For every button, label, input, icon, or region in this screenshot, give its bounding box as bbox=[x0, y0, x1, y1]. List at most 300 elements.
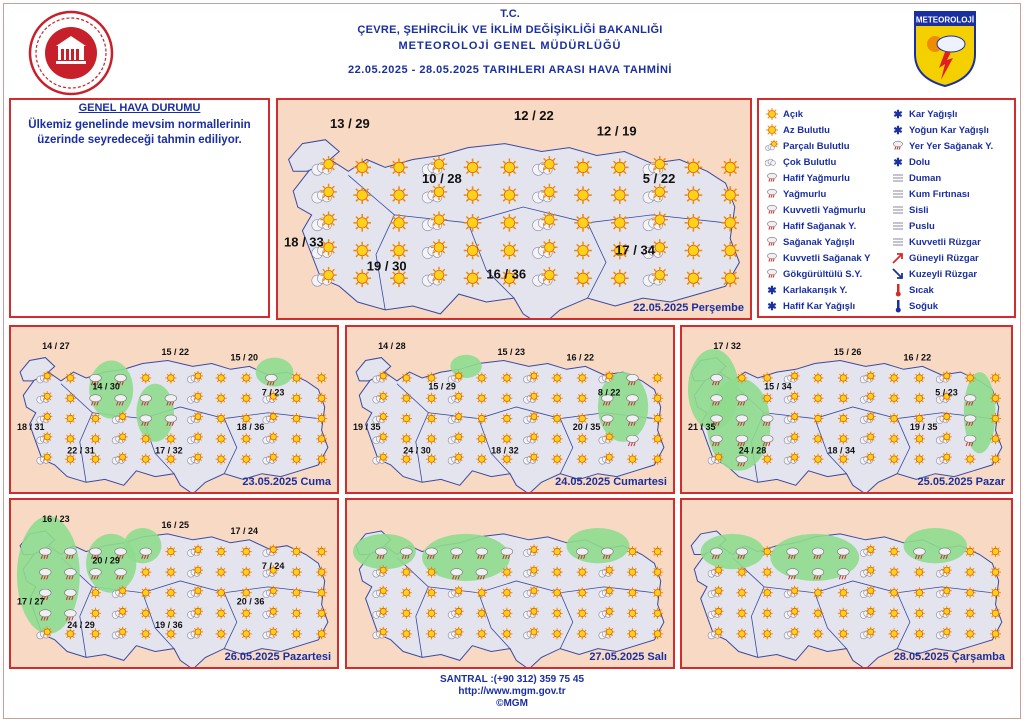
sun-icon bbox=[390, 186, 408, 204]
sun-icon bbox=[866, 391, 876, 401]
sun-icon bbox=[652, 211, 668, 227]
sun-icon bbox=[889, 587, 900, 598]
sun-icon bbox=[604, 565, 614, 575]
sun-icon bbox=[454, 452, 464, 462]
sun-icon bbox=[990, 567, 1001, 578]
sun-icon bbox=[426, 393, 437, 404]
legend-label: Sağanak Yağışlı bbox=[783, 236, 855, 248]
hail-icon bbox=[891, 155, 905, 169]
sun-icon bbox=[378, 411, 388, 421]
sun-icon bbox=[889, 628, 900, 639]
sun-icon bbox=[401, 587, 412, 598]
sun-icon bbox=[541, 156, 557, 172]
temperature-label: 15 / 22 bbox=[161, 346, 189, 357]
sun-icon bbox=[611, 269, 629, 287]
sun-icon bbox=[90, 413, 101, 424]
light-snow-icon bbox=[765, 299, 779, 313]
sun-icon bbox=[990, 393, 1001, 404]
sun-icon bbox=[378, 606, 388, 616]
map-date-label: 25.05.2025 Pazar bbox=[917, 476, 1005, 488]
hail-icon: ✱ bbox=[893, 157, 903, 169]
sun-icon bbox=[942, 432, 952, 442]
sun-icon bbox=[529, 371, 539, 381]
north-wind-icon bbox=[891, 267, 905, 281]
rain-area bbox=[422, 534, 510, 581]
shower-icon bbox=[767, 253, 776, 261]
legend-label: Kuvvetli Rüzgar bbox=[909, 236, 981, 248]
haze-icon bbox=[891, 219, 905, 233]
sun-icon bbox=[241, 454, 252, 465]
sun-icon bbox=[401, 567, 412, 578]
sandstorm-icon bbox=[891, 187, 905, 201]
sun-icon bbox=[713, 452, 723, 462]
sun-icon bbox=[268, 627, 278, 637]
sun-icon bbox=[118, 606, 128, 616]
sun-icon bbox=[320, 184, 336, 200]
temperature-label: 17 / 27 bbox=[17, 596, 45, 607]
sun-icon bbox=[965, 372, 976, 383]
sun-icon bbox=[268, 452, 278, 462]
sun-icon bbox=[241, 608, 252, 619]
sun-icon bbox=[291, 546, 302, 557]
sun-icon bbox=[316, 587, 327, 598]
sun-icon bbox=[165, 587, 176, 598]
sun-icon bbox=[838, 628, 849, 639]
map-date-label: 23.05.2025 Cuma bbox=[242, 476, 331, 488]
sun-icon bbox=[762, 393, 773, 404]
fog-icon bbox=[891, 203, 905, 217]
sun-icon bbox=[390, 159, 408, 177]
sun-icon bbox=[529, 627, 539, 637]
sun-icon bbox=[604, 371, 614, 381]
legend-label: Hafif Kar Yağışlı bbox=[783, 300, 856, 312]
sun-icon bbox=[501, 567, 512, 578]
legend-item bbox=[891, 138, 993, 154]
temperature-label: 22 / 31 bbox=[67, 445, 95, 456]
sun-icon bbox=[378, 391, 388, 401]
sun-icon bbox=[426, 628, 437, 639]
sun-icon bbox=[577, 433, 588, 444]
sun-icon bbox=[501, 587, 512, 598]
sun-icon bbox=[140, 567, 151, 578]
sun-icon bbox=[193, 565, 203, 575]
sun-icon bbox=[577, 567, 588, 578]
legend-label: Gökgürültülü S.Y. bbox=[783, 268, 863, 280]
legend-item bbox=[765, 154, 870, 170]
sun-icon bbox=[866, 452, 876, 462]
sun-icon bbox=[529, 606, 539, 616]
sun-icon bbox=[454, 391, 464, 401]
sun-icon bbox=[627, 567, 638, 578]
sun-icon bbox=[241, 546, 252, 557]
sun-icon bbox=[965, 608, 976, 619]
sun-icon bbox=[193, 452, 203, 462]
sun-icon bbox=[501, 242, 519, 260]
shower-icon bbox=[767, 189, 776, 197]
legend-item bbox=[891, 122, 993, 138]
sun-icon bbox=[990, 433, 1001, 444]
sun-icon bbox=[501, 393, 512, 404]
sun-icon bbox=[574, 214, 592, 232]
sun-icon bbox=[118, 627, 128, 637]
sun-icon bbox=[401, 393, 412, 404]
sun-icon bbox=[736, 372, 747, 383]
footer-url[interactable]: http://www.mgm.gov.tr bbox=[458, 686, 566, 697]
sun-icon bbox=[42, 391, 52, 401]
strong-wind-icon bbox=[891, 235, 905, 249]
sun-icon bbox=[65, 372, 76, 383]
temperature-label: 14 / 28 bbox=[378, 340, 406, 351]
legend-label: Duman bbox=[909, 172, 942, 184]
sun-icon bbox=[291, 393, 302, 404]
sun-icon bbox=[65, 413, 76, 424]
temperature-label: 21 / 35 bbox=[688, 422, 716, 433]
footer-copyright: ©MGM bbox=[496, 698, 528, 709]
forecast-map-day-5 bbox=[345, 498, 675, 669]
sun-icon bbox=[736, 567, 747, 578]
sun-icon bbox=[501, 433, 512, 444]
sun-icon bbox=[604, 606, 614, 616]
legend-item bbox=[765, 170, 870, 186]
legend-label: Yer Yer Sağanak Y. bbox=[909, 140, 994, 152]
temperature-label: 18 / 36 bbox=[236, 422, 265, 433]
sun-icon bbox=[401, 433, 412, 444]
temperature-label: 15 / 26 bbox=[833, 346, 862, 357]
sun-icon bbox=[268, 606, 278, 616]
sun-icon bbox=[713, 627, 723, 637]
sun-icon bbox=[990, 608, 1001, 619]
sun-icon bbox=[268, 432, 278, 442]
sun-icon bbox=[320, 156, 336, 172]
temperature-label: 18 / 34 bbox=[827, 445, 856, 456]
main-map-date: 22.05.2025 Perşembe bbox=[633, 302, 744, 314]
sun-icon bbox=[838, 372, 849, 383]
sleet-icon: ✱ bbox=[767, 285, 777, 297]
sun-icon bbox=[736, 608, 747, 619]
sun-icon bbox=[268, 411, 278, 421]
temperature-label: 12 / 19 bbox=[596, 123, 637, 139]
legend-label: Karlakarışık Y. bbox=[783, 284, 848, 296]
shower-icon bbox=[767, 205, 776, 213]
sun-icon bbox=[990, 546, 1001, 557]
sun-icon bbox=[721, 269, 739, 287]
footer-phone: SANTRAL :(+90 312) 359 75 45 bbox=[439, 674, 585, 685]
shower-icon bbox=[767, 173, 776, 181]
sun-icon bbox=[889, 454, 900, 465]
sun-icon bbox=[268, 586, 278, 596]
haze-icon bbox=[891, 219, 905, 233]
sun-icon bbox=[889, 567, 900, 578]
sun-icon bbox=[241, 628, 252, 639]
temperature-label: 19 / 35 bbox=[353, 422, 381, 433]
sun-icon bbox=[762, 628, 773, 639]
sun-icon bbox=[464, 242, 482, 260]
sun-icon bbox=[216, 567, 227, 578]
sun-icon bbox=[501, 186, 519, 204]
legend-item bbox=[765, 234, 870, 250]
sun-small-cloud-icon bbox=[765, 123, 779, 137]
sun-icon bbox=[838, 433, 849, 444]
sun-icon bbox=[838, 587, 849, 598]
heavy-rain-icon bbox=[765, 203, 779, 217]
temperature-label: 17 / 24 bbox=[230, 525, 259, 536]
sun-icon bbox=[812, 393, 823, 404]
sun-icon bbox=[812, 454, 823, 465]
north-wind-icon bbox=[893, 269, 902, 278]
sun-icon bbox=[390, 242, 408, 260]
sun-icon bbox=[390, 214, 408, 232]
sun-icon bbox=[193, 586, 203, 596]
temperature-label: 17 / 32 bbox=[155, 445, 183, 456]
sun-icon bbox=[914, 433, 925, 444]
sun-icon bbox=[464, 214, 482, 232]
forecast-map-day-1 bbox=[9, 325, 339, 494]
sun-icon bbox=[401, 628, 412, 639]
legend-item bbox=[891, 298, 993, 314]
legend-label: Sıcak bbox=[909, 284, 934, 296]
fog-icon bbox=[891, 203, 905, 217]
rain-area bbox=[450, 355, 481, 378]
legend-item bbox=[891, 170, 993, 186]
sun-icon bbox=[464, 269, 482, 287]
sun-icon bbox=[942, 627, 952, 637]
legend-label: Az Bulutlu bbox=[783, 124, 830, 136]
header-forecast-title: 22.05.2025 - 28.05.2025 TARIHLERI ARASI HAVA TAHMİNİ bbox=[348, 64, 672, 76]
sun-icon bbox=[790, 432, 800, 442]
sun-icon bbox=[577, 393, 588, 404]
sun-icon bbox=[291, 372, 302, 383]
legend-label: Güneyli Rüzgar bbox=[909, 252, 979, 264]
south-wind-icon bbox=[893, 254, 902, 263]
small-map-svg bbox=[347, 327, 673, 492]
sun-icon bbox=[541, 211, 557, 227]
ministry-logo bbox=[28, 10, 114, 96]
temperature-label: 19 / 36 bbox=[155, 620, 183, 631]
sun-icon bbox=[431, 211, 447, 227]
legend-label: Soğuk bbox=[909, 300, 939, 312]
sun-icon bbox=[652, 267, 668, 283]
legend-label: Yağmurlu bbox=[783, 188, 827, 200]
forecast-map-day-4 bbox=[9, 498, 339, 669]
sun-icon bbox=[652, 372, 663, 383]
map-date-label: 27.05.2025 Salı bbox=[589, 651, 667, 663]
footer bbox=[300, 674, 724, 710]
sun-icon bbox=[454, 411, 464, 421]
sun-icon bbox=[889, 372, 900, 383]
temperature-label: 16 / 36 bbox=[486, 266, 527, 282]
sun-icon bbox=[812, 413, 823, 424]
sun-icon bbox=[140, 587, 151, 598]
sun-icon bbox=[866, 411, 876, 421]
sun-icon bbox=[713, 565, 723, 575]
sun-icon bbox=[193, 432, 203, 442]
header-ministry: ÇEVRE, ŞEHİRCİLİK VE İKLİM DEĞİŞİKLİĞİ BAKANLIĞI bbox=[357, 24, 663, 36]
light-shower-icon bbox=[765, 219, 779, 233]
sun-icon bbox=[401, 413, 412, 424]
legend-item bbox=[891, 250, 993, 266]
sun-icon bbox=[378, 432, 388, 442]
legend-item bbox=[765, 266, 870, 282]
sun-icon bbox=[790, 586, 800, 596]
thunderstorm-icon bbox=[765, 267, 779, 281]
sun-icon bbox=[812, 372, 823, 383]
sun-icon bbox=[652, 413, 663, 424]
sun-icon bbox=[866, 627, 876, 637]
sun-icon bbox=[866, 544, 876, 554]
sun-icon bbox=[652, 587, 663, 598]
legend-item bbox=[891, 218, 993, 234]
light-snow-icon: ✱ bbox=[767, 301, 777, 313]
sun-icon bbox=[889, 393, 900, 404]
page-header bbox=[200, 8, 820, 76]
sun-icon bbox=[574, 159, 592, 177]
map-date-label: 26.05.2025 Pazartesi bbox=[224, 651, 331, 663]
sun-icon bbox=[866, 432, 876, 442]
temperature-label: 8 / 22 bbox=[597, 387, 621, 398]
sun-icon bbox=[476, 628, 487, 639]
sun-icon bbox=[140, 372, 151, 383]
legend-label: Açık bbox=[783, 108, 804, 120]
legend-label: Puslu bbox=[909, 220, 935, 232]
sun-icon bbox=[762, 546, 773, 557]
heavy-snow-icon: ✱ bbox=[893, 125, 903, 137]
sun-icon bbox=[320, 267, 336, 283]
temperature-label: 7 / 23 bbox=[261, 387, 285, 398]
sun-icon bbox=[140, 608, 151, 619]
general-weather-title: GENEL HAVA DURUMU bbox=[78, 102, 201, 114]
sun-icon bbox=[165, 433, 176, 444]
sun-icon bbox=[42, 432, 52, 442]
sun-icon bbox=[454, 627, 464, 637]
sun-icon bbox=[378, 565, 388, 575]
sun-icon bbox=[552, 433, 563, 444]
legend-item bbox=[765, 202, 870, 218]
sun-icon bbox=[529, 586, 539, 596]
sun-icon bbox=[216, 393, 227, 404]
sun-icon bbox=[838, 413, 849, 424]
sun-icon bbox=[812, 608, 823, 619]
sun-icon bbox=[604, 586, 614, 596]
sun-icon bbox=[193, 544, 203, 554]
sun-icon bbox=[65, 628, 76, 639]
smoke-icon bbox=[891, 171, 905, 185]
sun-icon bbox=[401, 372, 412, 383]
sun-icon bbox=[426, 413, 437, 424]
sun-icon bbox=[914, 587, 925, 598]
strong-wind-icon bbox=[891, 235, 905, 249]
sun-icon bbox=[291, 413, 302, 424]
smoke-icon bbox=[891, 171, 905, 185]
sun-icon bbox=[685, 242, 703, 260]
sun-icon bbox=[790, 391, 800, 401]
temperature-label: 20 / 36 bbox=[236, 596, 265, 607]
sun-icon bbox=[541, 184, 557, 200]
temperature-label: 15 / 29 bbox=[428, 381, 456, 392]
sun-icon bbox=[965, 628, 976, 639]
sun-icon bbox=[90, 587, 101, 598]
legend-label: Kuvvetli Sağanak Y bbox=[783, 252, 871, 264]
snow-icon: ✱ bbox=[893, 109, 903, 121]
sun-icon bbox=[316, 393, 327, 404]
sun-icon bbox=[216, 628, 227, 639]
sun-icon bbox=[241, 393, 252, 404]
sun-icon bbox=[652, 546, 663, 557]
sun-icon bbox=[713, 606, 723, 616]
temperature-label: 14 / 30 bbox=[92, 381, 120, 392]
sun-icon bbox=[574, 186, 592, 204]
heavy-snow-icon bbox=[891, 123, 905, 137]
temperature-label: 15 / 20 bbox=[230, 352, 259, 363]
legend-item bbox=[891, 234, 993, 250]
sun-icon bbox=[552, 608, 563, 619]
sun-icon bbox=[65, 433, 76, 444]
sun-icon bbox=[476, 587, 487, 598]
sun-icon bbox=[241, 433, 252, 444]
sun-icon bbox=[889, 546, 900, 557]
sun-icon bbox=[90, 608, 101, 619]
temperature-label: 16 / 22 bbox=[566, 352, 595, 363]
sun-icon bbox=[316, 567, 327, 578]
legend-label: Sisli bbox=[909, 204, 929, 216]
cloud-icon bbox=[765, 159, 776, 166]
sun-icon bbox=[611, 186, 629, 204]
legend-label: Dolu bbox=[909, 156, 931, 168]
rain-area bbox=[701, 534, 764, 569]
legend-item bbox=[765, 106, 870, 122]
temperature-label: 5 / 22 bbox=[642, 171, 676, 187]
shower-icon bbox=[767, 237, 776, 245]
legend-item bbox=[765, 250, 870, 266]
sun-icon bbox=[454, 586, 464, 596]
sun-icon bbox=[790, 452, 800, 462]
sun-icon bbox=[501, 628, 512, 639]
sun-icon bbox=[464, 186, 482, 204]
rain-area bbox=[136, 384, 174, 442]
sun-icon bbox=[552, 372, 563, 383]
sun-icon bbox=[652, 433, 663, 444]
sun-icon bbox=[965, 454, 976, 465]
sun-icon bbox=[838, 393, 849, 404]
legend-label: Çok Bulutlu bbox=[783, 156, 837, 168]
temperature-label: 12 / 22 bbox=[514, 107, 554, 123]
sun-icon bbox=[90, 433, 101, 444]
sun-icon bbox=[990, 628, 1001, 639]
sun-icon bbox=[476, 433, 487, 444]
sun-icon bbox=[685, 159, 703, 177]
sun-icon bbox=[353, 242, 371, 260]
sun-icon bbox=[541, 267, 557, 283]
header-directorate: METEOROLOJİ GENEL MÜDÜRLÜĞÜ bbox=[398, 40, 622, 52]
sandstorm-icon bbox=[891, 187, 905, 201]
legend-item bbox=[891, 202, 993, 218]
legend-label: Parçalı Bulutlu bbox=[783, 140, 850, 152]
temperature-label: 17 / 34 bbox=[615, 242, 655, 258]
small-map-svg bbox=[682, 327, 1011, 492]
sun-icon bbox=[541, 239, 557, 255]
sun-icon bbox=[193, 391, 203, 401]
sun-icon bbox=[914, 393, 925, 404]
sun-icon bbox=[866, 371, 876, 381]
sun-icon bbox=[721, 186, 739, 204]
sun-icon bbox=[914, 567, 925, 578]
sun-icon bbox=[942, 371, 952, 381]
sun-icon bbox=[464, 159, 482, 177]
sun-icon bbox=[577, 454, 588, 465]
sun-icon bbox=[577, 372, 588, 383]
sun-icon bbox=[942, 411, 952, 421]
sun-icon bbox=[193, 606, 203, 616]
partly-cloudy-icon bbox=[765, 139, 779, 153]
